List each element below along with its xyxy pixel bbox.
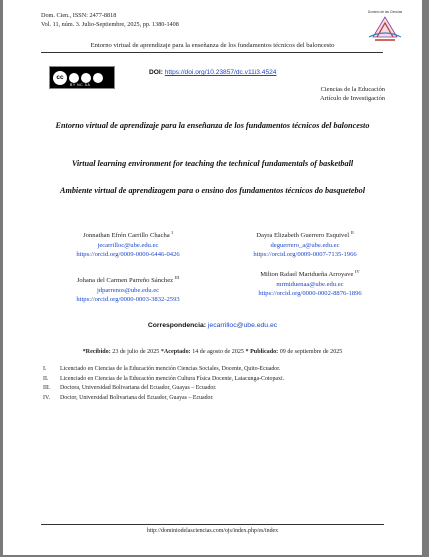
author-orcid[interactable]: https://orcid.org/0000-0003-3832-2593 [76,296,180,303]
sa-icon [93,73,103,83]
document-page [3,0,422,555]
affiliation-item [43,375,284,385]
logo-text: Dominio de las Ciencias [367,10,403,14]
author-superscript: IV [355,269,360,274]
doi [149,69,276,76]
author-block [235,267,385,298]
published-label: * Publicado: [245,349,279,355]
running-title: Entorno virtual de aprendizaje para la enseñanza de los fundamentos técnicos del baloncesto [90,42,335,49]
author-orcid[interactable]: https://orcid.org/0000-0002-8876-1896 [258,290,362,297]
author-email[interactable]: jdparrenos@ube.edu.ec [96,286,160,294]
affiliation-text: Doctora, Universidad Bolivariana del Ecuador, Guayas – Ecuador. [60,385,217,392]
affiliations-list [43,365,284,404]
journal-issn: Dom. Cien., ISSN: 2477-8818 [41,12,117,19]
category-area: Ciencias de la Educación [320,86,385,93]
cc-icon: cc [53,71,67,85]
received-date: 23 de julio de 2025 [112,349,160,355]
correspondence [3,322,422,329]
correspondence-email[interactable]: jecarrilloc@ube.edu.ec [207,322,278,329]
title-portuguese: Ambiente virtual de aprendizagem para o ensino dos fundamentos técnicos do basquetebol [60,186,365,195]
doi-label: DOI: [149,69,163,76]
author-block [53,273,203,304]
affiliation-item [43,365,284,375]
article-dates [3,349,422,355]
affiliation-number: II. [43,375,49,382]
title-spanish: Entorno virtual de aprendizaje para la enseñanza de los fundamentos técnicos del baloncesto [55,121,370,130]
affiliation-item [43,384,284,394]
accepted-label: *Aceptado: [160,349,191,355]
author-orcid[interactable]: https://orcid.org/0009-0007-7135-1966 [253,251,357,258]
journal-volume: Vol. 11, núm. 3. Julio-Septiembre, 2025, pp. 1380-1408 [41,20,179,28]
affiliation-text: Doctor, Universidad Bolivariana del Ecuador, Guayas – Ecuador. [60,395,214,402]
journal-logo [361,7,409,43]
journal-header [41,12,179,29]
author-name: Jonnathan Efrén Carrillo Chacha [83,232,170,240]
footer-url[interactable]: http://dominiodelasciencias.com/ojs/index.php/es/index [146,528,279,534]
affiliation-number: IV. [43,395,50,402]
published-date: 09 de septiembre de 2025 [279,349,343,355]
author-name: Milton Rafael Maridueña Arroyave [260,271,354,279]
doi-link[interactable]: https://doi.org/10.23857/dc.v11i3.4524 [164,69,277,76]
author-superscript: III [174,275,180,280]
affiliation-number: I. [43,366,47,372]
author-email[interactable]: jecarrilloc@ube.edu.ec [97,241,159,249]
author-email[interactable]: deguerrero_a@ube.edu.ec [270,241,340,249]
author-name: Dayra Elizabeth Guerrero Esquivel [256,232,350,240]
author-superscript: II [350,230,354,235]
author-name: Johana del Carmen Parreño Sánchez [76,277,174,285]
received-label: *Recibido: [82,349,111,355]
cc-license-badge[interactable] [49,66,115,89]
author-block [58,228,198,259]
category-type: Artículo de Investigación [320,94,385,102]
affiliation-text: Licenciado en Ciencias de la Educación mención Cultura Física Docente, Latacunga-Cotopaxi. [60,375,285,382]
author-superscript: I [171,230,173,235]
cc-license-labels: BY NC SA [70,83,91,87]
author-email[interactable]: mrmiduenaa@ube.edu.ec [276,280,344,288]
title-english: Virtual learning environment for teaching the technical fundamentals of basketball [71,159,354,168]
accepted-date: 14 de agosto de 2025 [192,349,244,355]
author-orcid[interactable]: https://orcid.org/0009-0000-6446-0426 [76,251,180,258]
footer-divider [41,524,384,525]
author-block [235,228,375,259]
by-icon [69,73,79,83]
article-category [320,86,385,103]
correspondence-label: Correspondencia: [147,322,207,329]
affiliation-number: III. [43,385,51,392]
nc-icon [81,73,91,83]
affiliation-item [43,394,284,404]
header-divider [41,52,383,53]
affiliation-text: Licenciado en Ciencias de la Educación mención Ciencias Sociales, Docente, Quito-Ecuador. [60,366,281,372]
